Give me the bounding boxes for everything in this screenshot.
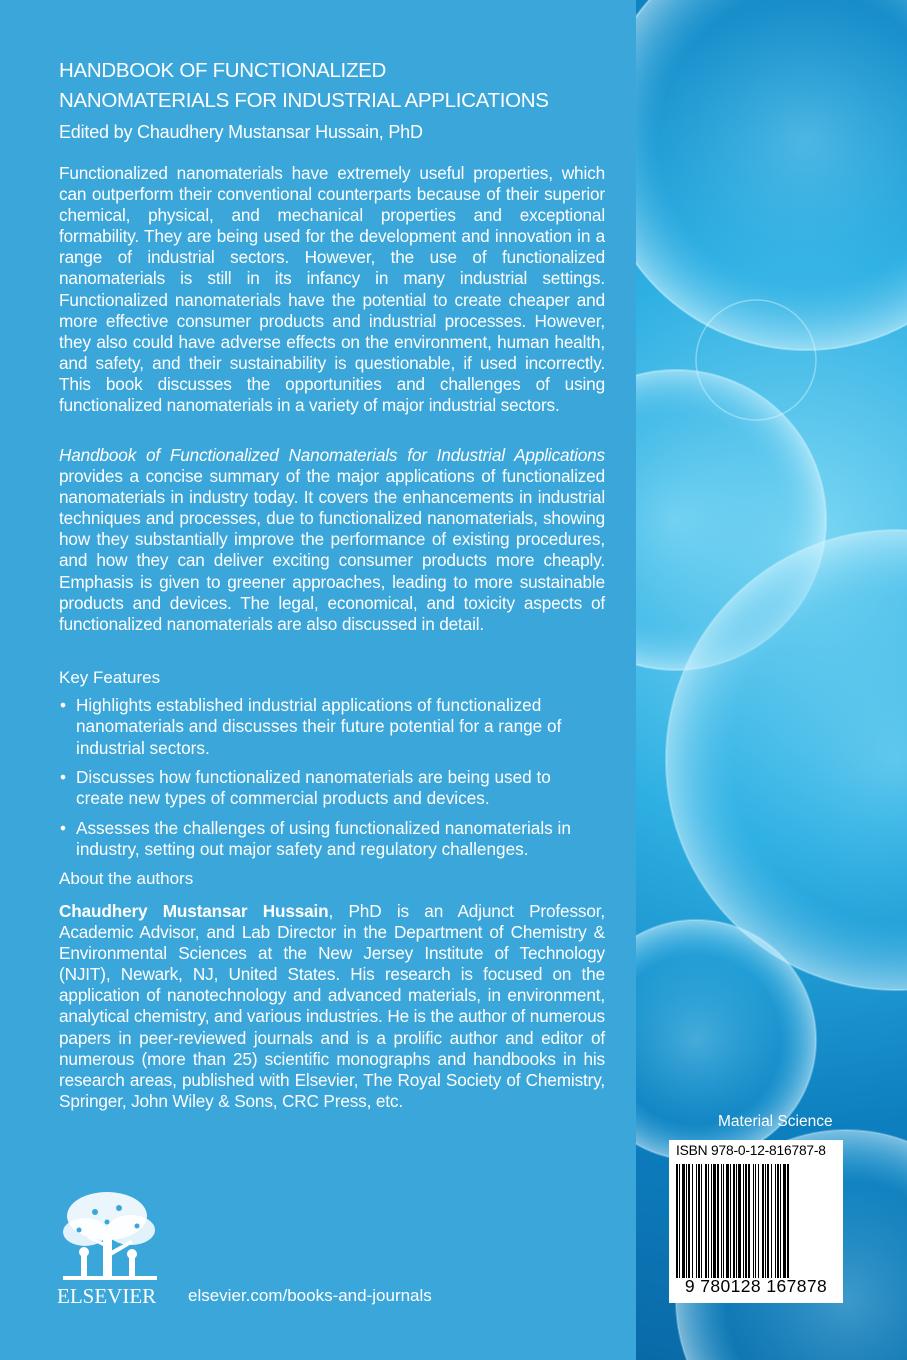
paragraph-2-body: provides a concise summary of the major applications of functionalized nanomaterials in industry today. It covers the enhancements in industrial techniques and processes, due to functionalized nanomaterials, showing how they substantially improve the performance of existing procedures, and how they can deliver exciting consumer products more cheaply. Emphasis is given to greener approaches, leading to more sustainable products and devices. The legal, economical, and toxicity aspects of functionalized nanomaterials are also discussed in detail. (59, 466, 605, 634)
about-authors-heading: About the authors (59, 869, 194, 888)
isbn-barcode (669, 1140, 843, 1303)
subject-category: Material Science (718, 1113, 833, 1130)
isbn-number: ISBN 978-0-12-816787-8 (676, 1143, 826, 1158)
publisher-url-link[interactable]: elsevier.com/books-and-journals (188, 1286, 432, 1305)
feature-text: Discusses how functionalized nanomaterials are being used to create new types of commercial products and devices. (76, 767, 551, 809)
feature-item (60, 818, 600, 861)
author-bio-text: , PhD is an Adjunct Professor, Academic Advisor, and Lab Director in the Department of Chemistry & Environmental Sciences at the New Jersey Institute of Technology (NJIT), Newark, NJ, United States. His research is focused on the application of nanotechnology and advanced materials, in environment, analytical chemistry, and various industries. He is the author of numerous papers in peer-reviewed journals and is a prolific author and editor of numerous (more than 25) scientific monographs and handbooks in his research areas, published with Elsevier, The Royal Society of Chemistry, Springer, John Wiley & Sons, CRC Press, etc. (59, 901, 605, 1111)
author-bio-paragraph (59, 901, 605, 1112)
book-title-line-1: HANDBOOK OF FUNCTIONALIZED (59, 59, 387, 82)
book-title-italic: Handbook of Functionalized Nanomaterials for Industrial Applications (59, 445, 605, 465)
author-name: Chaudhery Mustansar Hussain (59, 901, 329, 921)
editor-credit: Edited by Chaudhery Mustansar Hussain, PhD (59, 122, 423, 142)
key-features-heading: Key Features (59, 668, 161, 687)
book-title-line-2: NANOMATERIALS FOR INDUSTRIAL APPLICATIONS (59, 89, 549, 112)
barcode-bars-icon (676, 1164, 836, 1278)
description-paragraph-1: Functionalized nanomaterials have extremely useful properties, which can outperform their conventional counterparts because of their superior chemical, physical, and mechanical properties and exceptional formability. They are being used for the development and innovation in a range of industrial sectors. However, the use of functionalized nanomaterials is still in its infancy in many industrial settings. Functionalized nanomaterials have the potential to create cheaper and more effective consumer products and industrial processes. However, they also could have adverse effects on the environment, human health, and safety, and their sustainability is questionable, if used incorrectly. This book discusses the opportunities and challenges of using functionalized nanomaterials in a variety of major industrial sectors. (59, 163, 605, 416)
bullet-icon: • (60, 818, 67, 838)
bullet-icon: • (60, 695, 67, 715)
description-paragraph-2 (59, 445, 605, 635)
bullet-icon: • (60, 767, 67, 787)
elsevier-tree-logo-icon (57, 1186, 163, 1308)
feature-item (60, 767, 600, 810)
feature-text: Highlights established industrial applications of functionalized nanomaterials and discusses their future potential for a range of industrial sectors. (76, 695, 562, 758)
feature-text: Assesses the challenges of using functionalized nanomaterials in industry, setting out major safety and regulatory challenges. (76, 818, 571, 860)
barcode-digits: 9 780128 167878 (684, 1276, 828, 1296)
feature-item (60, 695, 600, 759)
publisher-name: ELSEVIER (57, 1284, 157, 1308)
